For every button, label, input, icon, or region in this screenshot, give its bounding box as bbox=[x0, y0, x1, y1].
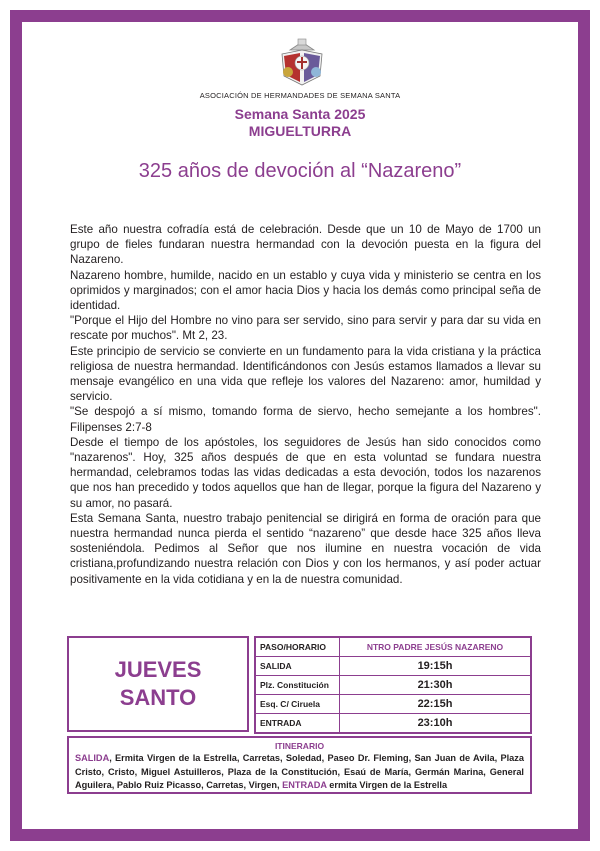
schedule-table bbox=[254, 636, 532, 734]
day-line-2: SANTO bbox=[119, 685, 197, 710]
itinerary-title: ITINERARIO bbox=[274, 741, 325, 751]
end-place: ermita Virgen de la Estrella bbox=[326, 780, 448, 790]
paragraph: "Se despojó a sí mismo, tomando forma de siervo, hecho semejante a los hombres". Filipenses 2:7-8 bbox=[70, 405, 541, 434]
stop-label: Esq. C/ Ciruela bbox=[255, 695, 340, 714]
table-header-row bbox=[255, 637, 531, 657]
table-row bbox=[255, 657, 531, 676]
table-row bbox=[255, 714, 531, 734]
paragraph: "Porque el Hijo del Hombre no vino para ser servido, sino para servir y para dar su vida en rescate por muchos". Mt 2, 23. bbox=[70, 314, 541, 343]
stop-label: SALIDA bbox=[255, 657, 340, 676]
stop-time: 22:15h bbox=[340, 695, 532, 714]
paragraph: Este año nuestra cofradía está de celebración. Desde que un 10 de Mayo de 1700 un grupo de fieles fundaran nuestra hermandad con la devoción puesta en la figura del Nazareno. bbox=[70, 223, 541, 267]
paragraph: Este principio de servicio se convierte en un fundamento para la vida cristiana y la práctica religiosa de nuestra hermandad. Identificándonos con Jesús estamos llamados a llevar su mensaje evangélico en una vida que refleje los valores del Nazareno: amor, humildad y servicio. bbox=[70, 344, 541, 404]
stop-label: ENTRADA bbox=[255, 714, 340, 734]
route-streets: , Ermita Virgen de la Estrella, Carretas, Soledad, Paseo Dr. Fleming, San Juan de Avila, Plaza Cristo, Cristo, Miguel Astuilleros, Plaza de la Constitución, Esaú de María, Germán Marina, General Aguilera, Pablo Ruiz Picasso, Carretas, Virgen, bbox=[75, 753, 524, 790]
association-name: ASOCIACIÓN DE HERMANDADES DE SEMANA SANTA bbox=[199, 91, 401, 100]
table-row bbox=[255, 676, 531, 695]
paragraph: Nazareno hombre, humilde, nacido en un establo y cuya vida y ministerio se centra en los oprimidos y marginados; con el amor hacia Dios y hacia los demás como principal seña de identidad. bbox=[70, 268, 541, 313]
stop-label: Plz. Constitución bbox=[255, 676, 340, 695]
end-label: ENTRADA bbox=[282, 780, 327, 790]
page-title: 325 años de devoción al “Nazareno” bbox=[138, 160, 462, 182]
stop-time: 19:15h bbox=[340, 657, 532, 676]
event-title: Semana Santa 2025 bbox=[234, 106, 366, 122]
day-line-1: JUEVES bbox=[114, 657, 202, 682]
town-name: MIGUELTURRA bbox=[248, 123, 352, 139]
header-label: PASO/HORARIO bbox=[255, 637, 340, 657]
article-body bbox=[70, 222, 541, 587]
paragraph: Esta Semana Santa, nuestro trabajo penitencial se dirigirá en forma de oración para que nuestra hermandad nunca pierda el sentido “nazareno” que desde hace 325 años lleva sosteniéndola. Pedimos al Señor que nos ilumine en nuestra vocación de vida cristiana,profundizando nuestra relación con Dios y con los hermanos, y así poder actuar positivamente en la vida cotidiana y en la de nuestra comunidad. bbox=[70, 511, 541, 586]
procession-day-box bbox=[67, 636, 249, 732]
paragraph: Desde el tiempo de los apóstoles, los seguidores de Jesús han sido conocidos como "nazarenos". Hoy, 325 años después de que en esta voluntad se fundara nuestra hermandad, celebramos todas las vidas dedicadas a esta devoción, todos los nazarenos que nos han precedido y todos aquellos que han de llegar, porque la figura del Nazareno y su amor, no pasará. bbox=[70, 435, 541, 510]
stop-time: 21:30h bbox=[340, 676, 532, 695]
header-value: NTRO PADRE JESÚS NAZARENO bbox=[340, 637, 532, 657]
association-crest-logo bbox=[276, 36, 328, 88]
itinerary-route bbox=[75, 752, 524, 793]
itinerary-box bbox=[67, 736, 532, 794]
stop-time: 23:10h bbox=[340, 714, 532, 734]
start-label: SALIDA bbox=[75, 753, 110, 763]
table-row bbox=[255, 695, 531, 714]
